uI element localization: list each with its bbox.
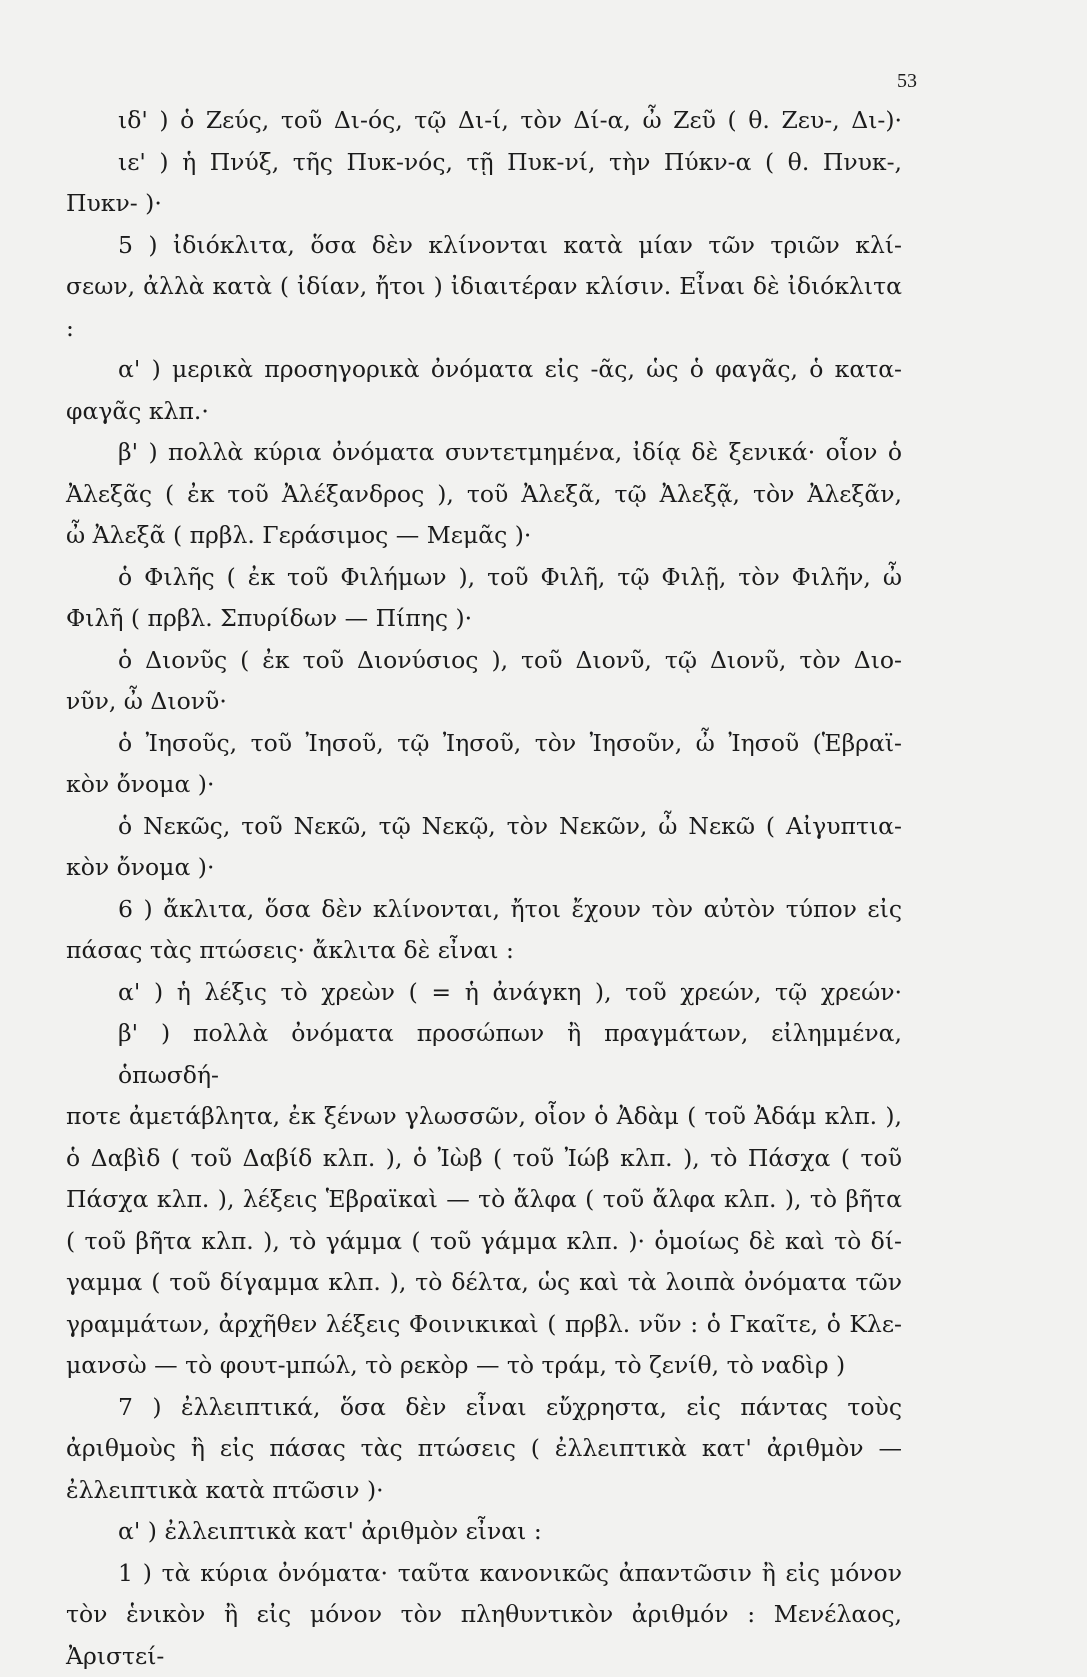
- text-line: ιδ' ) ὁ Ζεύς, τοῦ Δι-ός, τῷ Δι-ί, τὸν Δί-α, ὦ Ζεῦ ( θ. Ζευ-, Δι-)·: [118, 106, 902, 134]
- text-line: γαμμα ( τοῦ δίγαμμα κλπ. ), τὸ δέλτα, ὡς καὶ τὰ λοιπὰ ὀνόματα τῶν: [66, 1268, 902, 1296]
- text-line: 5 ) ἰδιόκλιτα, ὅσα δὲν κλίνονται κατὰ μίαν τῶν τριῶν κλί-: [118, 230, 902, 259]
- text-line: β' ) πολλὰ κύρια ὀνόματα συντετμημένα, ἰδίᾳ δὲ ξενικά· οἷον ὁ: [118, 438, 902, 466]
- text-line: τὸν ἑνικὸν ἢ εἰς μόνον τὸν πληθυντικὸν ἀριθμόν : Μενέλαος, Ἀριστεί-: [66, 1600, 902, 1670]
- text-line: ( τοῦ βῆτα κλπ. ), τὸ γάμμα ( τοῦ γάμμα κλπ. )· ὁμοίως δὲ καὶ τὸ δί-: [66, 1226, 902, 1255]
- text-line: Φιλῆ ( πρβλ. Σπυρίδων — Πίπης )·: [66, 604, 473, 632]
- text-line: 7 ) ἐλλειπτικά, ὅσα δὲν εἶναι εὔχρηστα, εἰς πάντας τοὺς: [118, 1392, 902, 1421]
- text-line: νῦν, ὦ Διονῦ·: [66, 687, 227, 715]
- text-line: α' ) μερικὰ προσηγορικὰ ὀνόματα εἰς -ᾶς, ὡς ὁ φαγᾶς, ὁ κατα-: [118, 355, 902, 383]
- text-line: κὸν ὄνομα )·: [66, 770, 215, 798]
- text-line: ὁ Διονῦς ( ἐκ τοῦ Διονύσιος ), τοῦ Διονῦ, τῷ Διονῦ, τὸν Διο-: [118, 645, 902, 674]
- text-line: 1 ) τὰ κύρια ὀνόματα· ταῦτα κανονικῶς ἀπαντῶσιν ἢ εἰς μόνον: [118, 1558, 902, 1587]
- text-line: μανσὼ — τὸ φουτ-μπώλ, τὸ ρεκὸρ — τὸ τράμ, τὸ ζενίθ, τὸ ναδὶρ ): [66, 1351, 846, 1379]
- text-line: φαγᾶς κλπ.·: [66, 396, 209, 425]
- text-line: ὁ Δαβὶδ ( τοῦ Δαβίδ κλπ. ), ὁ Ἰὼβ ( τοῦ Ἰώβ κλπ. ), τὸ Πάσχα ( τοῦ: [66, 1143, 902, 1172]
- text-line: γραμμάτων, ἀρχῆθεν λέξεις Φοινικικαὶ ( πρβλ. νῦν : ὁ Γκαῖτε, ὁ Κλε-: [66, 1309, 902, 1338]
- text-line: σεων, ἀλλὰ κατὰ ( ἰδίαν, ἤτοι ) ἰδιαιτέραν κλίσιν. Εἶναι δὲ ἰδιόκλιτα :: [66, 272, 902, 342]
- text-line: ὁ Φιλῆς ( ἐκ τοῦ Φιλήμων ), τοῦ Φιλῆ, τῷ Φιλῇ, τὸν Φιλῆν, ὦ: [118, 562, 902, 591]
- page-body: [66, 100, 902, 1677]
- text-line: Πάσχα κλπ. ), λέξεις Ἑβραϊκαὶ — τὸ ἄλφα ( τοῦ ἄλφα κλπ. ), τὸ βῆτα: [66, 1185, 902, 1213]
- text-line: κὸν ὄνομα )·: [66, 853, 215, 881]
- text-line: Πυκν- )·: [66, 189, 162, 217]
- text-line: α' ) ἡ λέξις τὸ χρεὼν ( = ἡ ἀνάγκη ), τοῦ χρεών, τῷ χρεών·: [118, 977, 902, 1006]
- text-line: 6 ) ἄκλιτα, ὅσα δὲν κλίνονται, ἤτοι ἔχουν τὸν αὐτὸν τύπον εἰς: [118, 894, 902, 923]
- text-line: ὁ Νεκῶς, τοῦ Νεκῶ, τῷ Νεκῷ, τὸν Νεκῶν, ὦ Νεκῶ ( Αἰγυπτια-: [118, 811, 902, 840]
- text-line: ποτε ἀμετάβλητα, ἐκ ξένων γλωσσῶν, οἷον ὁ Ἀδὰμ ( τοῦ Ἀδάμ κλπ. ),: [66, 1102, 902, 1130]
- text-line: α' ) ἐλλειπτικὰ κατ' ἀριθμὸν εἶναι :: [118, 1517, 542, 1545]
- text-line: ἐλλειπτικὰ κατὰ πτῶσιν )·: [66, 1475, 384, 1504]
- text-line: β' ) πολλὰ ὀνόματα προσώπων ἢ πραγμάτων, εἰλημμένα, ὁπωσδή-: [118, 1019, 902, 1089]
- text-line: ὁ Ἰησοῦς, τοῦ Ἰησοῦ, τῷ Ἰησοῦ, τὸν Ἰησοῦν, ὦ Ἰησοῦ (Ἑβραϊ-: [118, 728, 902, 757]
- text-line: πάσας τὰς πτώσεις· ἄκλιτα δὲ εἶναι :: [66, 936, 514, 964]
- text-line: Ἀλεξᾶς ( ἐκ τοῦ Ἀλέξανδρος ), τοῦ Ἀλεξᾶ, τῷ Ἀλεξᾷ, τὸν Ἀλεξᾶν,: [66, 479, 902, 508]
- page-number: 53: [897, 70, 917, 92]
- text-line: ιε' ) ἡ Πνύξ, τῆς Πυκ-νός, τῇ Πυκ-νί, τὴν Πύκν-α ( θ. Πνυκ-,: [118, 147, 902, 176]
- text-line: ἀριθμοὺς ἢ εἰς πάσας τὰς πτώσεις ( ἐλλειπτικὰ κατ' ἀριθμὸν —: [66, 1434, 902, 1462]
- text-line: ὦ Ἀλεξᾶ ( πρβλ. Γεράσιμος — Μεμᾶς )·: [66, 521, 532, 549]
